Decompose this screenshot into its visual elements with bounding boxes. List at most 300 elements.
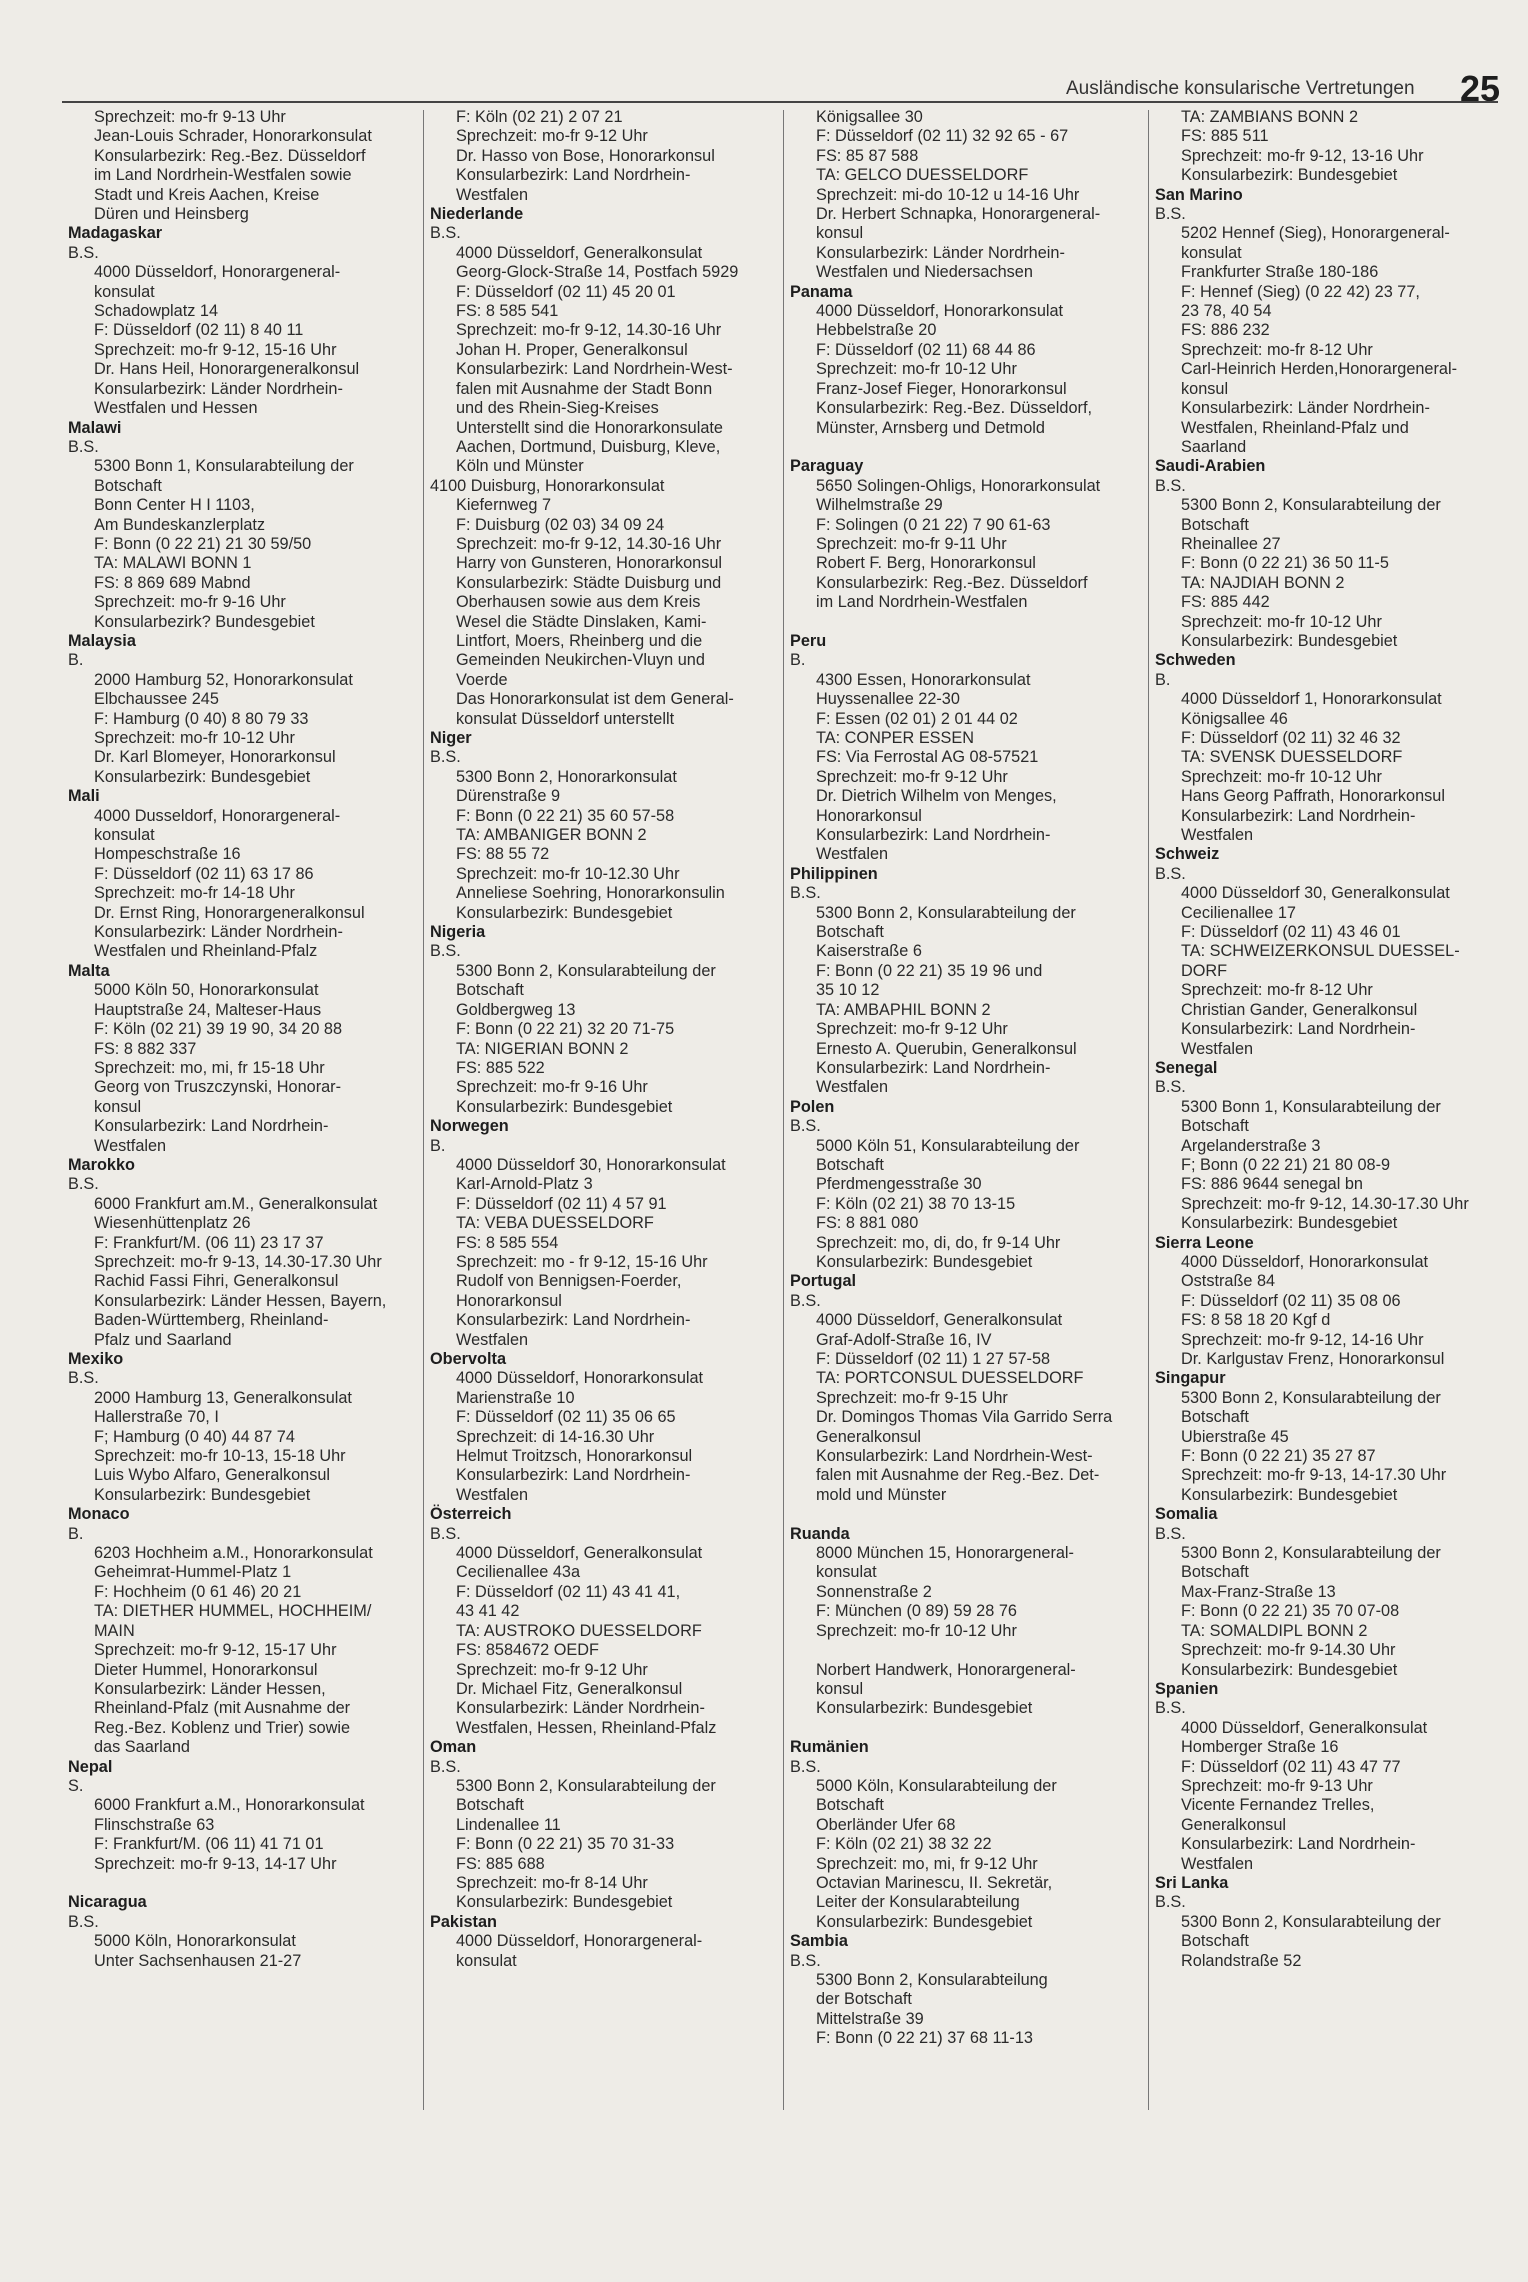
entry-line: Kiefernweg 7 bbox=[456, 496, 552, 515]
entry-line: F: Bonn (0 22 21) 32 20 71-75 bbox=[456, 1020, 675, 1039]
entry-line: F: Köln (02 21) 38 70 13-15 bbox=[816, 1194, 1016, 1213]
entry-line: 5000 Köln, Konsularabteilung der bbox=[816, 1776, 1057, 1795]
entry-line: Georg-Glock-Straße 14, Postfach 5929 bbox=[456, 263, 739, 282]
entry-line: Sprechzeit: mo-fr 9-16 Uhr bbox=[94, 593, 286, 612]
entry-line: Luis Wybo Alfaro, Generalkonsul bbox=[94, 1466, 331, 1485]
country-heading: San Marino bbox=[1155, 185, 1243, 204]
entry-line: 4000 Düsseldorf, Honorarkonsulat bbox=[1181, 1252, 1429, 1271]
entry-line: Rudolf von Bennigsen-Foerder, bbox=[456, 1272, 682, 1291]
entry-line: TA: PORTCONSUL DUESSELDORF bbox=[816, 1369, 1084, 1388]
entry-line: Konsularbezirk: Land Nordrhein- bbox=[1181, 806, 1416, 825]
entry-line: 5000 Köln, Honorarkonsulat bbox=[94, 1932, 296, 1951]
country-heading: Nigeria bbox=[430, 923, 486, 942]
entry-line: Hallerstraße 70, I bbox=[94, 1408, 219, 1427]
entry-line: falen mit Ausnahme der Stadt Bonn bbox=[456, 379, 713, 398]
entry-line: konsul bbox=[816, 1679, 864, 1698]
entry-line: F: Düsseldorf (02 11) 32 46 32 bbox=[1181, 729, 1401, 747]
entry-line: Leiter der Konsularabteilung bbox=[816, 1893, 1020, 1912]
entry-line: Sprechzeit: mo-fr 9-12 Uhr bbox=[816, 767, 1008, 786]
page-number: 25 bbox=[1460, 68, 1501, 109]
entry-line: B. bbox=[68, 1524, 84, 1543]
country-heading: Malaysia bbox=[68, 631, 136, 650]
country-heading: Sri Lanka bbox=[1155, 1873, 1229, 1892]
column-divider bbox=[423, 110, 424, 2110]
entry-line: Dr. Ernst Ring, Honorargeneralkonsul bbox=[94, 903, 365, 922]
entry-line: Konsularbezirk: Reg.-Bez. Düsseldorf, bbox=[816, 399, 1092, 418]
entry-line: falen mit Ausnahme der Reg.-Bez. Det- bbox=[816, 1466, 1100, 1485]
entry-line: das Saarland bbox=[94, 1738, 190, 1757]
entry-line: B.S. bbox=[790, 1291, 821, 1310]
entry-line: Cecilienallee 43a bbox=[456, 1563, 581, 1582]
entry-line: Westfalen bbox=[1181, 1854, 1254, 1873]
entry-line: F: Essen (02 01) 2 01 44 02 bbox=[816, 709, 1018, 728]
entry-line: Honorarkonsul bbox=[816, 806, 922, 825]
country-heading: Somalia bbox=[1155, 1505, 1218, 1524]
entry-line: Königsallee 46 bbox=[1181, 709, 1288, 728]
entry-line: Wiesenhüttenplatz 26 bbox=[94, 1214, 251, 1233]
entry-line: Octavian Marinescu, II. Sekretär, bbox=[816, 1873, 1053, 1892]
entry-line: Sprechzeit: mo-fr 9-16 Uhr bbox=[456, 1078, 648, 1097]
entry-line: TA: GELCO DUESSELDORF bbox=[816, 166, 1029, 185]
entry-line: F: Hochheim (0 61 46) 20 21 bbox=[94, 1582, 302, 1601]
entry-line: Westfalen und Hessen bbox=[94, 399, 258, 418]
entry-line: F: Düsseldorf (02 11) 43 47 77 bbox=[1181, 1757, 1401, 1776]
entry-line: mold und Münster bbox=[816, 1485, 947, 1504]
entry-line: Westfalen bbox=[816, 845, 889, 864]
entry-line: Konsularbezirk: Bundesgebiet bbox=[816, 1699, 1033, 1718]
entry-line: F; Hamburg (0 40) 44 87 74 bbox=[94, 1427, 295, 1446]
entry-line: FS: 8 881 080 bbox=[816, 1214, 919, 1233]
entry-line: Botschaft bbox=[456, 1796, 524, 1815]
entry-line: B.S. bbox=[68, 1369, 99, 1388]
entry-line: B. bbox=[790, 651, 806, 670]
entry-line: FS: 8 882 337 bbox=[94, 1039, 197, 1058]
entry-line: Rolandstraße 52 bbox=[1181, 1951, 1302, 1970]
country-heading: Senegal bbox=[1155, 1058, 1218, 1077]
entry-line: F: Düsseldorf (02 11) 68 44 86 bbox=[816, 340, 1036, 359]
entry-line: B.S. bbox=[1155, 205, 1186, 224]
entry-line: Konsularbezirk: Bundesgebiet bbox=[94, 767, 311, 786]
entry-line: Konsularbezirk: Bundesgebiet bbox=[456, 903, 673, 922]
entry-line: 5300 Bonn 2, Konsularabteilung der bbox=[456, 1776, 716, 1795]
entry-line: Sprechzeit: mo-fr 10-12 Uhr bbox=[94, 729, 295, 747]
entry-line: Konsularbezirk: Länder Nordrhein- bbox=[816, 243, 1065, 262]
country-heading: Madagaskar bbox=[68, 224, 163, 243]
entry-line: B.S. bbox=[68, 437, 99, 456]
entry-line: F: Frankfurt/M. (06 11) 23 17 37 bbox=[94, 1233, 324, 1252]
entry-line: F: Düsseldorf (02 11) 35 06 65 bbox=[456, 1408, 676, 1427]
country-heading: Saudi-Arabien bbox=[1155, 457, 1266, 476]
entry-line: 5000 Köln 51, Konsularabteilung der bbox=[816, 1136, 1080, 1155]
entry-line: TA: SOMALDIPL BONN 2 bbox=[1181, 1621, 1368, 1640]
entry-line: 5300 Bonn 2, Konsularabteilung der bbox=[456, 961, 716, 980]
entry-line: F: Düsseldorf (02 11) 43 46 01 bbox=[1181, 923, 1401, 942]
entry-line: Ubierstraße 45 bbox=[1181, 1427, 1289, 1446]
entry-line: 5300 Bonn 2, Konsularabteilung der bbox=[1181, 1544, 1441, 1563]
country-heading: Schweiz bbox=[1155, 845, 1220, 864]
entry-line: Schadowplatz 14 bbox=[94, 302, 219, 321]
entry-line: Botschaft bbox=[1181, 1932, 1249, 1951]
entry-line: Hompeschstraße 16 bbox=[94, 845, 241, 864]
entry-line: TA: VEBA DUESSELDORF bbox=[456, 1214, 654, 1233]
entry-line: Pfalz und Saarland bbox=[94, 1330, 232, 1349]
entry-line: Marienstraße 10 bbox=[456, 1388, 575, 1407]
entry-line: F: Düsseldorf (02 11) 1 27 57-58 bbox=[816, 1350, 1051, 1368]
entry-line: TA: AMBANIGER BONN 2 bbox=[456, 826, 647, 845]
entry-line: F: Düsseldorf (02 11) 4 57 91 bbox=[456, 1194, 667, 1213]
entry-line: Hauptstraße 24, Malteser-Haus bbox=[94, 1000, 322, 1019]
entry-line: Sprechzeit: mo-fr 9-12, 14-16 Uhr bbox=[1181, 1330, 1424, 1349]
entry-line: Oststraße 84 bbox=[1181, 1272, 1276, 1291]
entry-line: Botschaft bbox=[456, 981, 524, 1000]
entry-line: Sprechzeit: mo-fr 8-12 Uhr bbox=[1181, 340, 1373, 359]
entry-line: Flinschstraße 63 bbox=[94, 1815, 215, 1834]
country-heading: Portugal bbox=[790, 1272, 857, 1291]
entry-line: Konsularbezirk: Länder Nordrhein- bbox=[456, 1699, 705, 1718]
entry-line: Sprechzeit: mo-fr 10-12 Uhr bbox=[1181, 612, 1382, 631]
entry-line: Huyssenallee 22-30 bbox=[816, 690, 960, 709]
entry-line: Cecilienallee 17 bbox=[1181, 903, 1296, 922]
entry-line bbox=[790, 438, 1112, 457]
entry-line: Konsularbezirk: Reg.-Bez. Düsseldorf bbox=[94, 146, 366, 165]
entry-line: Konsularbezirk: Land Nordrhein- bbox=[456, 166, 691, 185]
entry-line: Westfalen und Rheinland-Pfalz bbox=[94, 942, 318, 961]
entry-line: Baden-Württemberg, Rheinland- bbox=[94, 1311, 329, 1330]
entry-line: Generalkonsul bbox=[1181, 1815, 1286, 1834]
entry-line: Konsularbezirk: Bundesgebiet bbox=[456, 1097, 673, 1116]
entry-line: Konsularbezirk: Land Nordrhein- bbox=[1181, 1835, 1416, 1854]
entry-line: Königsallee 30 bbox=[816, 108, 923, 126]
entry-line: Sprechzeit: mo-fr 10-13, 15-18 Uhr bbox=[94, 1447, 346, 1466]
entry-line: TA: NIGERIAN BONN 2 bbox=[456, 1039, 629, 1058]
country-heading: Oman bbox=[430, 1738, 477, 1757]
entry-line: FS: 885 442 bbox=[1181, 593, 1270, 612]
entry-line: Bonn Center H I 1103, bbox=[94, 496, 255, 515]
entry-line: FS: 885 688 bbox=[456, 1854, 545, 1873]
entry-line: DORF bbox=[1181, 961, 1228, 980]
entry-line: Sprechzeit: mo-fr 9-12 Uhr bbox=[816, 1020, 1008, 1039]
entry-line: 5300 Bonn 2, Konsularabteilung der bbox=[816, 903, 1076, 922]
entry-line: 4000 Düsseldorf, Generalkonsulat bbox=[816, 1311, 1063, 1330]
entry-line: Westfalen und Niedersachsen bbox=[816, 263, 1033, 282]
entry-line: Konsularbezirk: Bundesgebiet bbox=[1181, 1214, 1398, 1233]
entry-line: B.S. bbox=[790, 1951, 821, 1970]
entry-line: Sprechzeit: mo-fr 9-13, 14-17 Uhr bbox=[94, 1854, 337, 1873]
entry-line: Robert F. Berg, Honorarkonsul bbox=[816, 554, 1036, 573]
entry-line: 4100 Duisburg, Honorarkonsulat bbox=[430, 476, 665, 495]
entry-line: Sprechzeit: mo-fr 9-13 Uhr bbox=[94, 108, 286, 126]
entry-line: Konsularbezirk: Länder Nordrhein- bbox=[94, 379, 343, 398]
entry-line: Sprechzeit: mo-fr 9-12, 14.30-16 Uhr bbox=[456, 534, 722, 553]
country-heading: Monaco bbox=[68, 1505, 130, 1524]
entry-line: Konsularbezirk: Städte Duisburg und bbox=[456, 573, 722, 592]
entry-line: Sprechzeit: mo-fr 9-14.30 Uhr bbox=[1181, 1641, 1396, 1660]
entry-line: Dr. Michael Fitz, Generalkonsul bbox=[456, 1679, 683, 1698]
entry-line: Sprechzeit: mo, di, do, fr 9-14 Uhr bbox=[816, 1233, 1061, 1252]
entry-line: Johan H. Proper, Generalkonsul bbox=[456, 340, 688, 359]
entry-line: Konsularbezirk: Länder Hessen, Bayern, bbox=[94, 1291, 387, 1310]
entry-line: Konsularbezirk: Bundesgebiet bbox=[1181, 1485, 1398, 1504]
entry-line: Sprechzeit: mo-fr 9-13 Uhr bbox=[1181, 1776, 1373, 1795]
entry-line: der Botschaft bbox=[816, 1990, 912, 2009]
entry-line: Westfalen, Rheinland-Pfalz und bbox=[1181, 418, 1409, 437]
entry-line: Sprechzeit: mi-do 10-12 u 14-16 Uhr bbox=[816, 185, 1080, 204]
entry-line: FS: 8 869 689 Mabnd bbox=[94, 573, 251, 592]
entry-line: Konsularbezirk: Land Nordrhein-West- bbox=[816, 1447, 1093, 1466]
entry-line: Konsularbezirk: Bundesgebiet bbox=[816, 1912, 1033, 1931]
entry-line: Sprechzeit: mo-fr 10-12 Uhr bbox=[816, 360, 1017, 379]
entry-line: F: Frankfurt/M. (06 11) 41 71 01 bbox=[94, 1835, 324, 1854]
country-heading: Polen bbox=[790, 1097, 835, 1116]
entry-line: konsulat bbox=[1181, 243, 1242, 262]
entry-line: Konsularbezirk: Bundesgebiet bbox=[456, 1893, 673, 1912]
entry-line: FS: 8 58 18 20 Kgf d bbox=[1181, 1311, 1331, 1330]
entry-line bbox=[790, 613, 1112, 632]
entry-line: FS: 886 232 bbox=[1181, 321, 1270, 340]
entry-line: Frankfurter Straße 180-186 bbox=[1181, 263, 1379, 282]
entry-line: F: Bonn (0 22 21) 35 70 31-33 bbox=[456, 1835, 675, 1854]
entry-line: 2000 Hamburg 52, Honorarkonsulat bbox=[94, 670, 353, 689]
entry-line: FS: 8 585 541 bbox=[456, 302, 559, 321]
entry-line: Generalkonsul bbox=[816, 1427, 921, 1446]
country-heading: Philippinen bbox=[790, 864, 878, 883]
entry-line: FS: Via Ferrostal AG 08-57521 bbox=[816, 748, 1039, 767]
entry-line: B.S. bbox=[1155, 476, 1186, 495]
entry-line: Botschaft bbox=[816, 1155, 884, 1174]
country-heading: Paraguay bbox=[790, 457, 864, 476]
entry-line: F: Hamburg (0 40) 8 80 79 33 bbox=[94, 709, 309, 728]
entry-line: Voerde bbox=[456, 670, 508, 689]
entry-line: konsul bbox=[94, 1097, 142, 1116]
column-4 bbox=[1155, 108, 1469, 1971]
entry-line: B. bbox=[68, 651, 84, 670]
country-heading: Sierra Leone bbox=[1155, 1233, 1254, 1252]
entry-line: Münster, Arnsberg und Detmold bbox=[816, 418, 1045, 437]
entry-line: Oberländer Ufer 68 bbox=[816, 1815, 956, 1834]
entry-line: Westfalen bbox=[1181, 826, 1254, 845]
entry-line: TA: MALAWI BONN 1 bbox=[94, 554, 252, 573]
entry-line: Westfalen bbox=[94, 1136, 167, 1155]
entry-line: F: Köln (02 21) 39 19 90, 34 20 88 bbox=[94, 1020, 343, 1039]
entry-line: Botschaft bbox=[94, 476, 162, 495]
entry-line: 4000 Düsseldorf 30, Honorarkonsulat bbox=[456, 1155, 726, 1174]
entry-line: Westfalen bbox=[456, 1330, 529, 1349]
entry-line: 5202 Hennef (Sieg), Honorargeneral- bbox=[1181, 224, 1450, 243]
entry-line: B.S. bbox=[790, 884, 821, 903]
entry-line: Oberhausen sowie aus dem Kreis bbox=[456, 593, 701, 612]
country-heading: Niger bbox=[430, 729, 472, 747]
entry-line: F; Bonn (0 22 21) 21 80 08-9 bbox=[1181, 1155, 1391, 1174]
running-header-title: Ausländische konsularische Vertretungen bbox=[1066, 78, 1415, 99]
entry-line: Unter Sachsenhausen 21-27 bbox=[94, 1951, 302, 1970]
entry-line: Carl-Heinrich Herden,Honorargeneral- bbox=[1181, 360, 1457, 379]
entry-line: 6000 Frankfurt a.M., Honorarkonsulat bbox=[94, 1796, 365, 1815]
entry-line: Botschaft bbox=[1181, 1117, 1249, 1136]
entry-line: Konsularbezirk: Land Nordrhein- bbox=[94, 1117, 329, 1136]
entry-line: 4000 Düsseldorf, Generalkonsulat bbox=[1181, 1718, 1428, 1737]
entry-line: Kaiserstraße 6 bbox=[816, 942, 922, 961]
country-heading: Obervolta bbox=[430, 1350, 507, 1368]
entry-line: F: Duisburg (02 03) 34 09 24 bbox=[456, 515, 665, 534]
entry-line: 5650 Solingen-Ohligs, Honorarkonsulat bbox=[816, 476, 1101, 495]
entry-line: Sprechzeit: mo-fr 9-13, 14-17.30 Uhr bbox=[1181, 1466, 1447, 1485]
entry-line: B. bbox=[430, 1136, 446, 1155]
entry-line: konsulat bbox=[456, 1951, 517, 1970]
country-heading: Niederlande bbox=[430, 205, 524, 224]
entry-line: Dr. Karl Blomeyer, Honorarkonsul bbox=[94, 748, 336, 767]
entry-line: Konsularbezirk: Land Nordrhein- bbox=[456, 1466, 691, 1485]
entry-line: F: Solingen (0 21 22) 7 90 61-63 bbox=[816, 515, 1051, 534]
entry-line: FS: 8584672 OEDF bbox=[456, 1641, 599, 1660]
country-heading: Nepal bbox=[68, 1757, 113, 1776]
entry-line: 5300 Bonn 2, Konsularabteilung der bbox=[1181, 1912, 1441, 1931]
entry-line: Dr. Dietrich Wilhelm von Menges, bbox=[816, 787, 1057, 806]
entry-line: B.S. bbox=[430, 1757, 461, 1776]
entry-line: Wesel die Städte Dinslaken, Kami- bbox=[456, 612, 707, 631]
entry-line: Jean-Louis Schrader, Honorarkonsulat bbox=[94, 127, 372, 146]
entry-line: 4000 Düsseldorf, Honorarkonsulat bbox=[816, 302, 1064, 321]
entry-line: Konsularbezirk: Land Nordrhein- bbox=[816, 1058, 1051, 1077]
country-heading: Mexiko bbox=[68, 1350, 124, 1368]
entry-line: MAIN bbox=[94, 1621, 135, 1640]
entry-line: FS: 885 511 bbox=[1181, 127, 1269, 146]
entry-line: Reg.-Bez. Koblenz und Trier) sowie bbox=[94, 1718, 351, 1737]
entry-line: Das Honorarkonsulat ist dem General- bbox=[456, 690, 734, 709]
header-rule bbox=[62, 101, 1498, 103]
entry-line: konsulat bbox=[94, 826, 155, 845]
country-heading: Rumänien bbox=[790, 1738, 869, 1757]
entry-line: Honorarkonsul bbox=[456, 1291, 562, 1310]
entry-line: TA: DIETHER HUMMEL, HOCHHEIM/ bbox=[94, 1602, 372, 1621]
entry-line: 2000 Hamburg 13, Generalkonsulat bbox=[94, 1388, 352, 1407]
entry-line: Botschaft bbox=[816, 1796, 884, 1815]
entry-line: Lintfort, Moers, Rheinberg und die bbox=[456, 631, 703, 650]
entry-line: B.S. bbox=[68, 1175, 99, 1194]
entry-line: FS: 85 87 588 bbox=[816, 146, 919, 165]
entry-line: Dr. Herbert Schnapka, Honorargeneral- bbox=[816, 205, 1101, 224]
entry-line: Sprechzeit: mo-fr 9-11 Uhr bbox=[816, 534, 1007, 553]
country-heading: Panama bbox=[790, 282, 853, 301]
entry-line: Hans Georg Paffrath, Honorarkonsul bbox=[1181, 787, 1445, 806]
entry-line: Pferdmengesstraße 30 bbox=[816, 1175, 982, 1194]
entry-line: S. bbox=[68, 1776, 84, 1795]
entry-line: Sprechzeit: mo-fr 9-12 Uhr bbox=[456, 127, 648, 146]
entry-line: Rheinallee 27 bbox=[1181, 534, 1281, 553]
entry-line: Konsularbezirk: Länder Nordrhein- bbox=[94, 923, 343, 942]
entry-line: Gemeinden Neukirchen-Vluyn und bbox=[456, 651, 705, 670]
entry-line: Ernesto A. Querubin, Generalkonsul bbox=[816, 1039, 1077, 1058]
entry-line: Sprechzeit: mo-fr 9-15 Uhr bbox=[816, 1388, 1008, 1407]
entry-line: B.S. bbox=[430, 942, 461, 961]
entry-line: FS: 886 9644 senegal bn bbox=[1181, 1175, 1363, 1194]
entry-line: 43 41 42 bbox=[456, 1602, 520, 1621]
entry-line: Sprechzeit: mo-fr 10-12 Uhr bbox=[1181, 767, 1382, 786]
entry-line: Stadt und Kreis Aachen, Kreise bbox=[94, 185, 320, 204]
entry-line: TA: NAJDIAH BONN 2 bbox=[1181, 573, 1345, 592]
entry-line: Homberger Straße 16 bbox=[1181, 1738, 1339, 1757]
entry-line: Düren und Heinsberg bbox=[94, 205, 249, 224]
entry-line: Christian Gander, Generalkonsul bbox=[1181, 1000, 1418, 1019]
entry-line: 5300 Bonn 1, Konsularabteilung der bbox=[1181, 1097, 1441, 1116]
entry-line: Rheinland-Pfalz (mit Ausnahme der bbox=[94, 1699, 351, 1718]
entry-line: 35 10 12 bbox=[816, 981, 880, 1000]
entry-line: Botschaft bbox=[816, 923, 884, 942]
country-heading: Mali bbox=[68, 787, 100, 806]
entry-line: 5300 Bonn 2, Konsularabteilung der bbox=[1181, 496, 1441, 515]
entry-line: TA: ZAMBIANS BONN 2 bbox=[1181, 108, 1359, 126]
entry-line: Konsularbezirk: Länder Nordrhein- bbox=[1181, 399, 1430, 418]
entry-line: Sprechzeit: mo-fr 9-12, 13-16 Uhr bbox=[1181, 146, 1424, 165]
entry-line: F: Düsseldorf (02 11) 45 20 01 bbox=[456, 282, 676, 301]
entry-line: Westfalen bbox=[816, 1078, 889, 1097]
entry-line: Lindenallee 11 bbox=[456, 1815, 561, 1834]
entry-line: Dieter Hummel, Honorarkonsul bbox=[94, 1660, 318, 1679]
entry-line: F: Bonn (0 22 21) 37 68 11-13 bbox=[816, 2029, 1033, 2048]
entry-line: F: Hennef (Sieg) (0 22 42) 23 77, bbox=[1181, 282, 1420, 301]
entry-line: 23 78, 40 54 bbox=[1181, 302, 1272, 321]
entry-line: 4000 Düsseldorf, Generalkonsulat bbox=[456, 1544, 703, 1563]
entry-line: 4000 Düsseldorf, Honorarkonsulat bbox=[456, 1369, 704, 1388]
entry-line: Graf-Adolf-Straße 16, IV bbox=[816, 1330, 992, 1349]
entry-line: F: Düsseldorf (02 11) 8 40 11 bbox=[94, 321, 304, 340]
entry-line: B.S. bbox=[1155, 1893, 1186, 1912]
entry-line: Karl-Arnold-Platz 3 bbox=[456, 1175, 593, 1194]
entry-line: Max-Franz-Straße 13 bbox=[1181, 1582, 1336, 1601]
entry-line: 4300 Essen, Honorarkonsulat bbox=[816, 670, 1031, 689]
entry-line: konsulat Düsseldorf unterstellt bbox=[456, 709, 675, 728]
entry-line: B.S. bbox=[790, 1757, 821, 1776]
entry-line: B.S. bbox=[430, 1524, 461, 1543]
entry-line: Franz-Josef Fieger, Honorarkonsul bbox=[816, 379, 1067, 398]
entry-line: B.S. bbox=[1155, 1078, 1186, 1097]
entry-line: Sprechzeit: mo-fr 10-12 Uhr bbox=[816, 1621, 1017, 1640]
country-heading: Malawi bbox=[68, 418, 122, 437]
entry-line: TA: SVENSK DUESSELDORF bbox=[1181, 748, 1403, 767]
entry-line: Botschaft bbox=[1181, 1563, 1249, 1582]
entry-line: TA: SCHWEIZERKONSUL DUESSEL- bbox=[1181, 942, 1460, 961]
entry-line: 4000 Düsseldorf 1, Honorarkonsulat bbox=[1181, 690, 1442, 709]
entry-line: Helmut Troitzsch, Honorarkonsul bbox=[456, 1447, 693, 1466]
entry-line: Sprechzeit: mo-fr 10-12.30 Uhr bbox=[456, 864, 680, 883]
entry-line: 4000 Düsseldorf, Honorargeneral- bbox=[456, 1932, 703, 1951]
entry-line: Hebbelstraße 20 bbox=[816, 321, 937, 340]
entry-line: F: Bonn (0 22 21) 36 50 11-5 bbox=[1181, 554, 1389, 573]
entry-line: Sprechzeit: mo-fr 9-12, 15-16 Uhr bbox=[94, 340, 337, 359]
entry-line: Konsularbezirk: Bundesgebiet bbox=[94, 1485, 311, 1504]
entry-line bbox=[790, 1719, 1112, 1738]
entry-line: Aachen, Dortmund, Duisburg, Kleve, bbox=[456, 437, 721, 456]
entry-line: im Land Nordrhein-Westfalen bbox=[816, 593, 1028, 612]
entry-line: 4000 Düsseldorf 30, Generalkonsulat bbox=[1181, 884, 1450, 903]
entry-line: Anneliese Soehring, Honorarkonsulin bbox=[456, 884, 725, 903]
entry-line: F: Bonn (0 22 21) 35 19 96 und bbox=[816, 961, 1043, 980]
entry-line: Köln und Münster bbox=[456, 457, 584, 476]
entry-line: 5300 Bonn 1, Konsularabteilung der bbox=[94, 457, 354, 476]
entry-line: B.S. bbox=[1155, 864, 1186, 883]
column-2 bbox=[430, 108, 738, 1971]
entry-line: Konsularbezirk? Bundesgebiet bbox=[94, 612, 315, 631]
entry-line: Saarland bbox=[1181, 437, 1247, 456]
entry-line: Konsularbezirk: Bundesgebiet bbox=[1181, 1660, 1398, 1679]
country-heading: Peru bbox=[790, 631, 827, 650]
entry-line: Rachid Fassi Fihri, Generalkonsul bbox=[94, 1272, 339, 1291]
country-heading: Norwegen bbox=[430, 1117, 509, 1136]
entry-line: Sprechzeit: mo - fr 9-12, 15-16 Uhr bbox=[456, 1252, 708, 1271]
entry-line: F: Düsseldorf (02 11) 43 41 41, bbox=[456, 1582, 681, 1601]
entry-line: Argelanderstraße 3 bbox=[1181, 1136, 1321, 1155]
entry-line: 5300 Bonn 2, Konsularabteilung der bbox=[1181, 1388, 1441, 1407]
entry-line: Vicente Fernandez Trelles, bbox=[1181, 1796, 1375, 1815]
